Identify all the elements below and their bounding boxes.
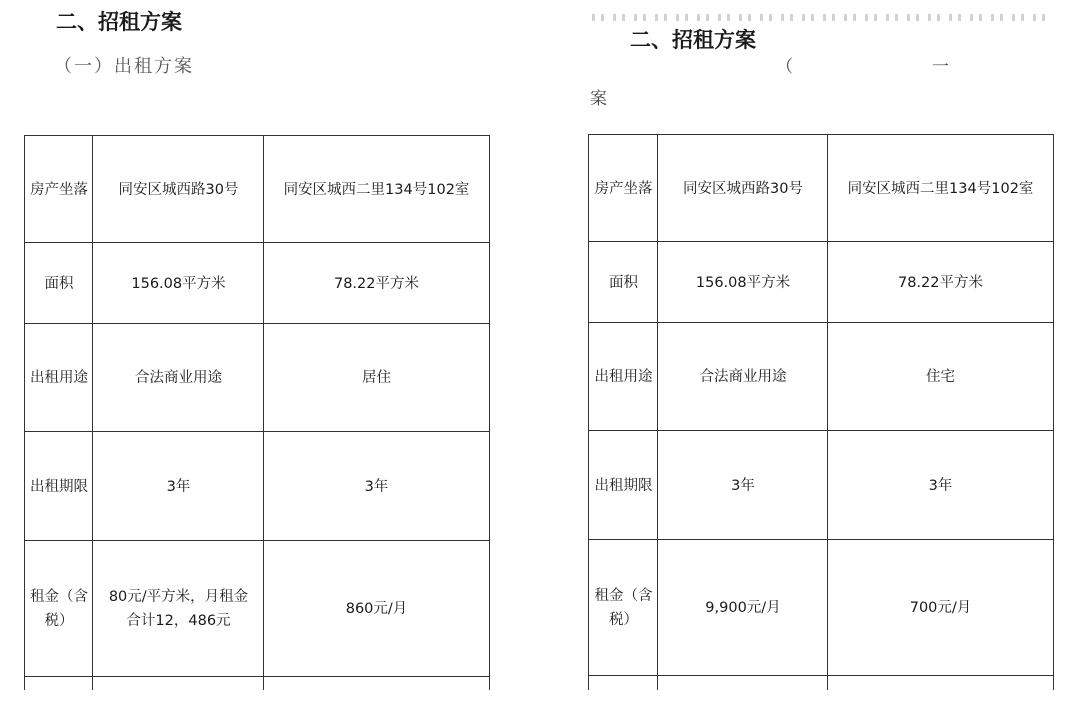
truncated-row-cell [827, 675, 1054, 690]
truncated-row-cell [263, 676, 490, 690]
row-label-rent: 租金（含税） [24, 540, 93, 677]
truncated-row-cell [92, 676, 264, 690]
cell-term-1: 3年 [657, 430, 828, 540]
cell-location-2: 同安区城西二里134号102室 [827, 134, 1054, 242]
cell-rent-2: 700元/月 [827, 539, 1054, 676]
cell-usage-1: 合法商业用途 [92, 323, 264, 432]
cell-usage-1: 合法商业用途 [657, 322, 828, 431]
fragment-dash: 一 [932, 57, 949, 77]
cell-location-1: 同安区城西路30号 [657, 134, 828, 242]
row-label-location: 房产坐落 [588, 134, 658, 242]
truncated-row-cell [24, 676, 93, 690]
row-label-usage: 出租用途 [588, 322, 658, 431]
section-title: 二、招租方案 [630, 28, 756, 52]
cell-rent-2: 860元/月 [263, 540, 490, 677]
sub-title: （一）出租方案 [54, 56, 194, 77]
cell-location-1: 同安区城西路30号 [92, 135, 264, 243]
cell-area-1: 156.08平方米 [92, 242, 264, 324]
truncated-row-cell [657, 675, 828, 690]
row-label-term: 出租期限 [588, 430, 658, 540]
truncated-row-cell [588, 675, 658, 690]
fragment-char: 案 [590, 89, 607, 109]
cell-rent-1: 9,900元/月 [657, 539, 828, 676]
cell-area-2: 78.22平方米 [263, 242, 490, 324]
garbled-text-strip [592, 14, 1052, 21]
cell-rent-1: 80元/平方米，月租金合计12，486元 [92, 540, 264, 677]
fragment-paren: （ [776, 57, 793, 77]
cell-area-2: 78.22平方米 [827, 241, 1054, 323]
cell-term-2: 3年 [263, 431, 490, 541]
right-document-panel [540, 0, 1080, 718]
row-label-usage: 出租用途 [24, 323, 93, 432]
row-label-area: 面积 [24, 242, 93, 324]
row-label-location: 房产坐落 [24, 135, 93, 243]
section-title: 二、招租方案 [56, 10, 182, 34]
row-label-rent: 租金（含税） [588, 539, 658, 676]
cell-location-2: 同安区城西二里134号102室 [263, 135, 490, 243]
cell-term-1: 3年 [92, 431, 264, 541]
cell-area-1: 156.08平方米 [657, 241, 828, 323]
cell-usage-2: 居住 [263, 323, 490, 432]
row-label-term: 出租期限 [24, 431, 93, 541]
row-label-area: 面积 [588, 241, 658, 323]
cell-term-2: 3年 [827, 430, 1054, 540]
cell-usage-2: 住宅 [827, 322, 1054, 431]
